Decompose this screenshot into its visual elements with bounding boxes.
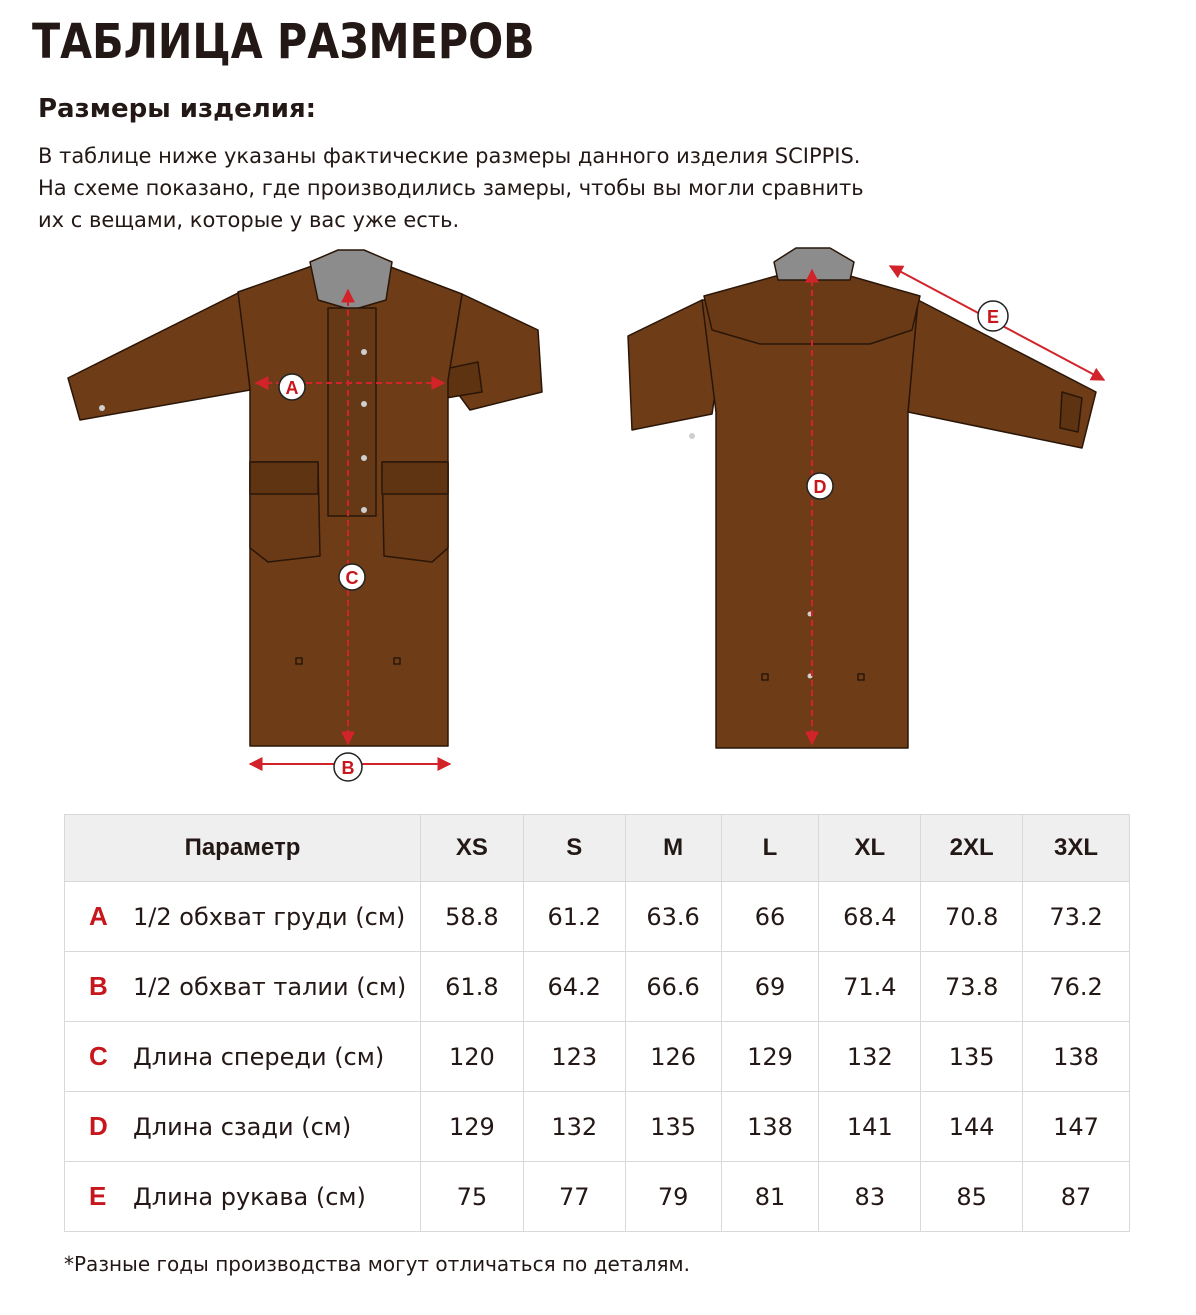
header-size-2xl: 2XL [921,815,1023,882]
table-cell: 87 [1023,1162,1130,1232]
table-cell: 79 [625,1162,721,1232]
table-cell: 83 [819,1162,921,1232]
table-cell: 126 [625,1022,721,1092]
table-cell: 138 [1023,1022,1130,1092]
marker-d-label: D [813,477,827,497]
table-cell: 85 [921,1162,1023,1232]
marker-a [279,374,305,400]
table-cell: 77 [523,1162,625,1232]
table-cell: 123 [523,1022,625,1092]
table-cell: 147 [1023,1092,1130,1162]
table-cell: 81 [721,1162,819,1232]
row-parameter [65,882,421,952]
row-label: Длина спереди (см) [133,1042,385,1071]
table-cell: 61.2 [523,882,625,952]
table-row [65,1092,1130,1162]
header-size-3xl: 3XL [1023,815,1130,882]
table-cell: 71.4 [819,952,921,1022]
row-label: Длина рукава (см) [133,1182,366,1211]
table-cell: 129 [721,1022,819,1092]
size-table [64,814,1130,1232]
description [38,140,864,236]
marker-b [334,753,362,781]
table-cell: 66 [721,882,819,952]
row-parameter [65,1162,421,1232]
row-letter: B [89,971,108,1001]
table-cell: 64.2 [523,952,625,1022]
table-row [65,1162,1130,1232]
table-cell: 132 [819,1022,921,1092]
marker-b-label: B [341,758,355,778]
coat-back-view [628,248,1096,748]
description-line: их с вещами, которые у вас уже есть. [38,208,460,232]
table-cell: 73.2 [1023,882,1130,952]
footnote: *Разные годы производства могут отличаться по деталям. [64,1252,690,1276]
table-cell: 61.8 [420,952,523,1022]
table-cell: 66.6 [625,952,721,1022]
table-cell: 129 [420,1092,523,1162]
row-label: Длина сзади (см) [133,1112,352,1141]
coat-measurement-diagram [0,236,1196,796]
row-parameter [65,1022,421,1092]
table-cell: 75 [420,1162,523,1232]
row-parameter [65,952,421,1022]
description-line: В таблице ниже указаны фактические размеры данного изделия SCIPPIS. [38,144,861,168]
marker-c-label: C [345,568,359,588]
header-size-s: S [523,815,625,882]
row-letter: C [89,1041,108,1071]
table-cell: 135 [625,1092,721,1162]
row-parameter [65,1092,421,1162]
table-cell: 132 [523,1092,625,1162]
table-cell: 69 [721,952,819,1022]
table-cell: 76.2 [1023,952,1130,1022]
marker-e-label: E [986,307,1000,327]
marker-e [978,301,1008,331]
section-subtitle: Размеры изделия: [38,94,317,124]
marker-a-label: A [285,378,299,398]
table-row [65,882,1130,952]
row-label: 1/2 обхват груди (см) [133,902,406,931]
table-cell: 68.4 [819,882,921,952]
table-cell: 144 [921,1092,1023,1162]
table-cell: 70.8 [921,882,1023,952]
table-cell: 73.8 [921,952,1023,1022]
coat-front-view [68,250,542,746]
row-letter: E [89,1181,107,1211]
header-size-xl: XL [819,815,921,882]
table-cell: 138 [721,1092,819,1162]
table-header-row [65,815,1130,882]
header-size-l: L [721,815,819,882]
header-size-xs: XS [420,815,523,882]
row-label: 1/2 обхват талии (см) [133,972,407,1001]
header-parameter: Параметр [65,815,421,882]
table-cell: 141 [819,1092,921,1162]
marker-d [807,473,833,499]
header-size-m: M [625,815,721,882]
marker-c [339,564,365,590]
description-line: На схеме показано, где производились замеры, чтобы вы могли сравнить [38,176,864,200]
table-cell: 58.8 [420,882,523,952]
row-letter: D [89,1111,108,1141]
table-cell: 120 [420,1022,523,1092]
table-cell: 135 [921,1022,1023,1092]
table-row [65,952,1130,1022]
table-cell: 63.6 [625,882,721,952]
row-letter: A [89,901,108,931]
page-title: ТАБЛИЦА РАЗМЕРОВ [32,14,535,70]
table-row [65,1022,1130,1092]
